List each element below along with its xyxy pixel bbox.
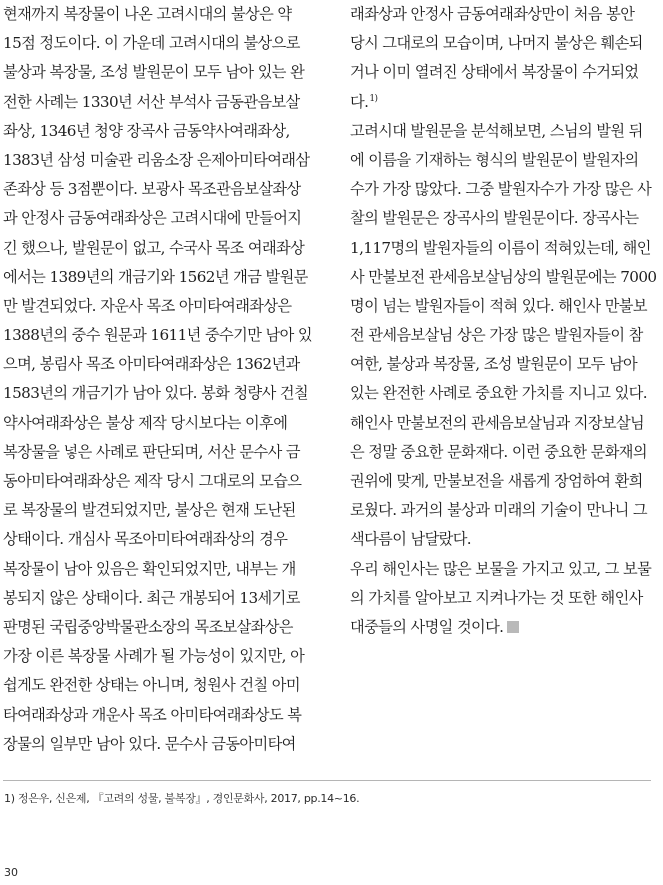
text-line: 약사여래좌상은 불상 제작 당시보다는 이후에 xyxy=(3,413,288,432)
right-text-column xyxy=(350,0,656,642)
text-line: 복장물을 넣은 사례로 판단되며, 서산 문수사 금 xyxy=(3,442,300,461)
text-line: 동아미타여래좌상은 제작 당시 그대로의 모습으 xyxy=(3,472,302,490)
text-line: 복장물이 남아 있음은 확인되었지만, 내부는 개 xyxy=(3,559,296,578)
text-line: 은 정말 중요한 문화재다. 이런 중요한 문화재의 xyxy=(350,442,647,461)
text-line: 15점 정도이다. 이 가운데 고려시대의 불상으로 xyxy=(3,34,300,53)
text-line-with-footnote xyxy=(350,88,656,117)
text-line: 전한 사례는 1330년 서산 부석사 금동관음보살 xyxy=(3,92,300,111)
text-line: 색다름이 남달랐다. xyxy=(350,530,472,549)
text-line: 수가 가장 많았다. 그중 발원자수가 가장 많은 사 xyxy=(350,180,652,199)
text-line: 불상과 복장물, 조성 발원문이 모두 남아 있는 완 xyxy=(3,63,305,82)
text-line: 긴 했으나, 발원문이 없고, 수국사 목조 여래좌상 xyxy=(3,238,305,257)
text-line: 1383년 삼성 미술관 리움소장 은제아미타여래삼 xyxy=(3,150,310,169)
text-line: 권위에 맞게, 만불보전을 새롭게 장엄하여 환희 xyxy=(350,472,643,490)
text-line-end: 다. xyxy=(350,92,369,111)
left-text-column xyxy=(3,0,313,759)
text-line-final xyxy=(350,613,656,642)
text-line: 1388년의 중수 원문과 1611년 중수기만 남아 있 xyxy=(3,326,312,345)
text-line: 과 안정사 금동여래좌상은 고려시대에 만들어지 xyxy=(3,209,302,228)
page-number: 30 xyxy=(4,866,18,879)
text-line: 1583년의 개금기가 남아 있다. 봉화 청량사 건칠 xyxy=(3,384,309,403)
text-line: 찰의 발원문은 장곡사의 발원문이다. 장곡사는 xyxy=(350,209,639,228)
footnote-reference[interactable]: 1) xyxy=(369,93,378,104)
final-sentence: 대중들의 사명일 것이다. xyxy=(350,617,504,636)
text-line: 의 가치를 알아보고 지켜나가는 것 또한 해인사 xyxy=(350,588,643,607)
text-line: 로 복장물의 발견되었지만, 불상은 현재 도난된 xyxy=(3,501,296,520)
text-line: 가장 이른 복장물 사례가 될 가능성이 있지만, 아 xyxy=(3,647,305,666)
text-line: 로웠다. 과거의 불상과 미래의 기술이 만나니 그 xyxy=(350,501,647,520)
text-line: 여한, 불상과 복장물, 조성 발원문이 모두 남아 xyxy=(350,355,638,374)
text-line: 거나 이미 열려진 상태에서 복장물이 수거되었 xyxy=(350,63,639,82)
text-line: 전 관세음보살님 상은 가장 많은 발원자들이 참 xyxy=(350,326,643,345)
text-line: 쉽게도 완전한 상태는 아니며, 청원사 건칠 아미 xyxy=(3,676,300,695)
footnote-divider xyxy=(3,780,651,781)
text-line: 있는 완전한 사례로 중요한 가치를 지니고 있다. xyxy=(350,384,647,403)
text-line: 장물의 일부만 남아 있다. 문수사 금동아미타여 xyxy=(3,734,296,753)
footnote: 1) 정은우, 신은제, 『고려의 성물, 불복장』, 경인문화사, 2017, pp.14~16. xyxy=(4,792,360,805)
text-line: 래좌상과 안정사 금동여래좌상만이 처음 봉안 xyxy=(350,5,635,23)
text-line: 좌상, 1346년 청양 장곡사 금동약사여래좌상, xyxy=(3,121,290,140)
text-line: 에서는 1389년의 개금기와 1562년 개금 발원문 xyxy=(3,267,308,286)
text-line: 타여래좌상과 개운사 목조 아미타여래좌상도 복 xyxy=(3,705,302,724)
text-line: 명이 넘는 발원자들이 적혀 있다. 해인사 만불보 xyxy=(350,296,647,315)
text-line: 해인사 만불보전의 관세음보살님과 지장보살님 xyxy=(350,413,645,432)
text-line: 봉되지 않은 상태이다. 최근 개봉되어 13세기로 xyxy=(3,588,300,607)
end-of-article-mark xyxy=(507,621,519,633)
text-line: 판명된 국립중앙박물관소장의 목조보살좌상은 xyxy=(3,617,293,636)
text-line: 사 만불보전 관세음보살님상의 발원문에는 7000 xyxy=(350,267,656,286)
text-line: 존좌상 등 3점뿐이다. 보광사 목조관음보살좌상 xyxy=(3,180,301,199)
text-line: 상태이다. 개심사 목조아미타여래좌상의 경우 xyxy=(3,530,288,549)
text-line: 에 이름을 기재하는 형식의 발원문이 발원자의 xyxy=(350,150,639,169)
text-line: 당시 그대로의 모습이며, 나머지 불상은 훼손되 xyxy=(350,34,643,53)
text-line: 우리 해인사는 많은 보물을 가지고 있고, 그 보물 xyxy=(350,559,652,578)
text-line: 1,117명의 발원자들의 이름이 적혀있는데, 해인 xyxy=(350,238,651,257)
text-line: 만 발견되었다. 자운사 목조 아미타여래좌상은 xyxy=(3,296,292,315)
text-line: 으며, 봉림사 목조 아미타여래좌상은 1362년과 xyxy=(3,355,300,374)
text-line: 고려시대 발원문을 분석해보면, 스님의 발원 뒤 xyxy=(350,121,643,140)
text-line: 현재까지 복장물이 나온 고려시대의 불상은 약 xyxy=(3,5,292,23)
